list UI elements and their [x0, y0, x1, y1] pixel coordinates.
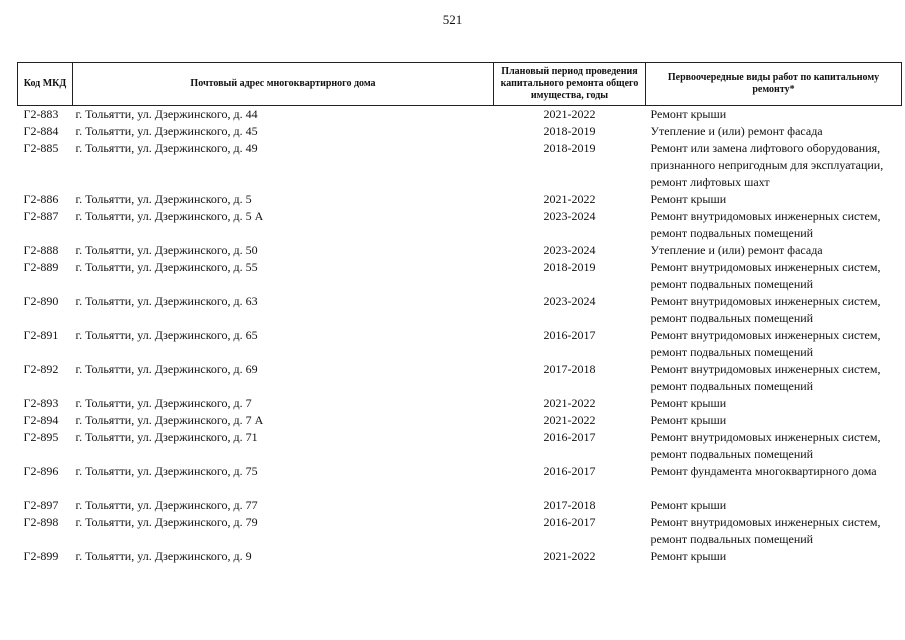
cell-works: Ремонт внутридомовых инженерных систем, ремонт подвальных помещений	[650, 209, 881, 240]
table-row	[18, 123, 902, 140]
cell-period: 2021-2022	[543, 107, 596, 121]
cell-code: Г2-888	[23, 243, 59, 257]
cell-address: г. Тольятти, ул. Дзержинского, д. 77	[75, 498, 258, 512]
cell-period: 2018-2019	[543, 141, 596, 155]
cell-works: Ремонт внутридомовых инженерных систем, ремонт подвальных помещений	[650, 515, 881, 546]
table-row	[18, 293, 902, 327]
cell-works: Утепление и (или) ремонт фасада	[650, 243, 823, 257]
cell-period: 2017-2018	[543, 498, 596, 512]
table-row	[18, 191, 902, 208]
cell-period: 2017-2018	[543, 362, 596, 376]
table-row	[18, 327, 902, 361]
repair-table	[17, 62, 902, 565]
cell-code: Г2-887	[23, 209, 59, 223]
table-row	[18, 412, 902, 429]
cell-works: Ремонт фундамента многоквартирного дома	[650, 464, 877, 478]
cell-period: 2016-2017	[543, 515, 596, 529]
cell-period: 2021-2022	[543, 192, 596, 206]
table-body	[18, 106, 902, 566]
cell-period: 2018-2019	[543, 260, 596, 274]
cell-address: г. Тольятти, ул. Дзержинского, д. 7 А	[75, 413, 264, 427]
cell-period: 2023-2024	[543, 243, 596, 257]
table-row	[18, 497, 902, 514]
cell-address: г. Тольятти, ул. Дзержинского, д. 63	[75, 294, 258, 308]
table-row	[18, 242, 902, 259]
cell-period: 2021-2022	[543, 549, 596, 563]
cell-code: Г2-895	[23, 430, 59, 444]
cell-code: Г2-890	[23, 294, 59, 308]
table-row	[18, 395, 902, 412]
cell-period: 2023-2024	[543, 209, 596, 223]
cell-works: Ремонт крыши	[650, 107, 727, 121]
cell-works: Ремонт внутридомовых инженерных систем, ремонт подвальных помещений	[650, 430, 881, 461]
table-row	[18, 514, 902, 548]
table-row	[18, 208, 902, 242]
cell-code: Г2-883	[23, 107, 59, 121]
table-header	[18, 63, 902, 106]
cell-address: г. Тольятти, ул. Дзержинского, д. 65	[75, 328, 258, 342]
cell-code: Г2-896	[23, 464, 59, 478]
cell-code: Г2-899	[23, 549, 59, 563]
cell-works: Ремонт крыши	[650, 413, 727, 427]
header-works: Первоочередные виды работ по капитальному ремонту*	[646, 63, 902, 106]
table-row	[18, 140, 902, 191]
table-row	[18, 429, 902, 463]
cell-works: Ремонт или замена лифтового оборудования, признанного непригодным для эксплуатации, ремонт лифтовых шахт	[650, 141, 884, 189]
cell-works: Ремонт крыши	[650, 396, 727, 410]
cell-code: Г2-884	[23, 124, 59, 138]
table-row	[18, 361, 902, 395]
cell-period: 2023-2024	[543, 294, 596, 308]
repair-table-container	[17, 62, 901, 565]
cell-address: г. Тольятти, ул. Дзержинского, д. 7	[75, 396, 252, 410]
table-row	[18, 106, 902, 124]
cell-works: Ремонт крыши	[650, 549, 727, 563]
cell-code: Г2-886	[23, 192, 59, 206]
cell-code: Г2-897	[23, 498, 59, 512]
cell-code: Г2-893	[23, 396, 59, 410]
cell-code: Г2-889	[23, 260, 59, 274]
table-row	[18, 259, 902, 293]
cell-period: 2016-2017	[543, 430, 596, 444]
cell-address: г. Тольятти, ул. Дзержинского, д. 79	[75, 515, 258, 529]
cell-address: г. Тольятти, ул. Дзержинского, д. 44	[75, 107, 258, 121]
cell-works: Ремонт внутридомовых инженерных систем, ремонт подвальных помещений	[650, 260, 881, 291]
cell-code: Г2-898	[23, 515, 59, 529]
cell-address: г. Тольятти, ул. Дзержинского, д. 5	[75, 192, 252, 206]
cell-code: Г2-892	[23, 362, 59, 376]
cell-period: 2018-2019	[543, 124, 596, 138]
header-period: Плановый период проведения капитального ремонта общего имущества, годы	[494, 63, 646, 106]
cell-period: 2021-2022	[543, 413, 596, 427]
cell-works: Ремонт внутридомовых инженерных систем, ремонт подвальных помещений	[650, 294, 881, 325]
cell-address: г. Тольятти, ул. Дзержинского, д. 69	[75, 362, 258, 376]
cell-code: Г2-885	[23, 141, 59, 155]
cell-works: Утепление и (или) ремонт фасада	[650, 124, 823, 138]
cell-period: 2021-2022	[543, 396, 596, 410]
cell-address: г. Тольятти, ул. Дзержинского, д. 75	[75, 464, 258, 478]
cell-address: г. Тольятти, ул. Дзержинского, д. 5 А	[75, 209, 264, 223]
cell-works: Ремонт внутридомовых инженерных систем, ремонт подвальных помещений	[650, 328, 881, 359]
header-code: Код МКД	[18, 63, 73, 106]
cell-address: г. Тольятти, ул. Дзержинского, д. 71	[75, 430, 258, 444]
table-row	[18, 463, 902, 497]
cell-period: 2016-2017	[543, 328, 596, 342]
header-address: Почтовый адрес многоквартирного дома	[73, 63, 494, 106]
cell-address: г. Тольятти, ул. Дзержинского, д. 9	[75, 549, 252, 563]
cell-works: Ремонт крыши	[650, 192, 727, 206]
table-row	[18, 548, 902, 565]
cell-code: Г2-894	[23, 413, 59, 427]
cell-works: Ремонт внутридомовых инженерных систем, ремонт подвальных помещений	[650, 362, 881, 393]
cell-works: Ремонт крыши	[650, 498, 727, 512]
cell-period: 2016-2017	[543, 464, 596, 478]
cell-address: г. Тольятти, ул. Дзержинского, д. 45	[75, 124, 258, 138]
cell-address: г. Тольятти, ул. Дзержинского, д. 55	[75, 260, 258, 274]
cell-address: г. Тольятти, ул. Дзержинского, д. 49	[75, 141, 258, 155]
cell-address: г. Тольятти, ул. Дзержинского, д. 50	[75, 243, 258, 257]
page-number: 521	[442, 12, 463, 27]
cell-code: Г2-891	[23, 328, 59, 342]
